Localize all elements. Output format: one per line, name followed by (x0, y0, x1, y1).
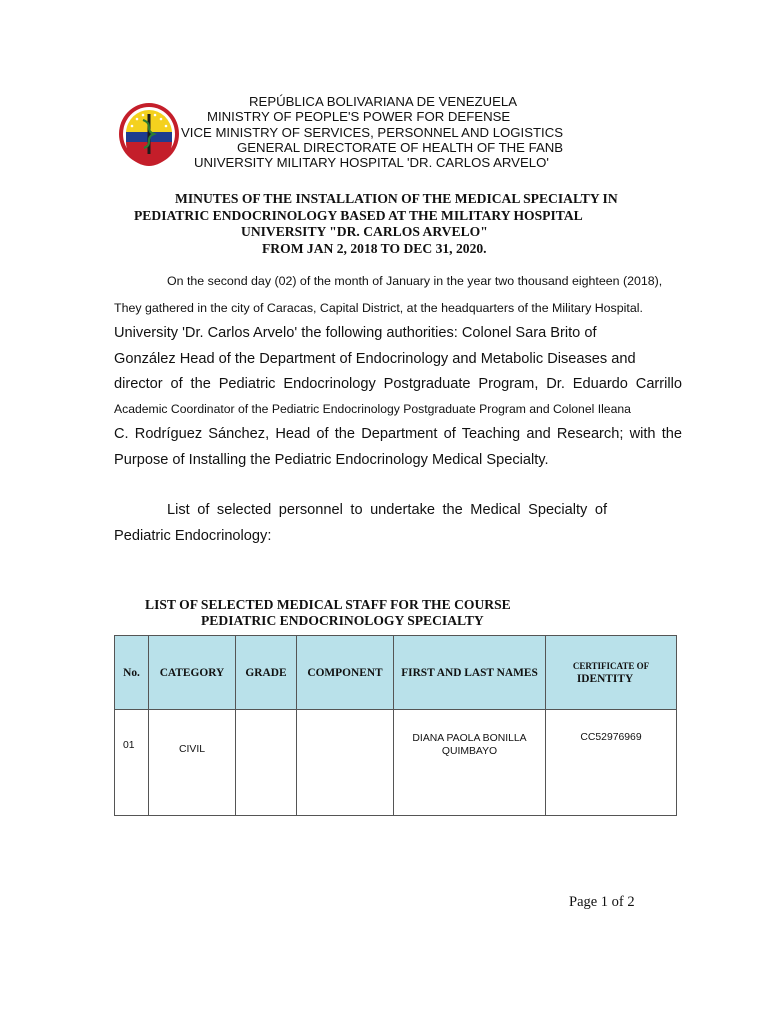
header-hospital: UNIVERSITY MILITARY HOSPITAL 'DR. CARLOS ARVELO' (194, 155, 549, 170)
selected-staff-table (114, 635, 677, 816)
minutes-title-line1: MINUTES OF THE INSTALLATION OF THE MEDICAL SPECIALTY IN (175, 191, 618, 206)
col-header-certificate-line2: IDENTITY (576, 672, 634, 685)
col-header-certificate-line1: CERTIFICATE OF (572, 660, 650, 671)
col-header-no: No. (115, 636, 149, 710)
col-header-names: FIRST AND LAST NAMES (394, 636, 546, 710)
cell-name-line2: QUIMBAYO (441, 746, 498, 757)
cell-component (297, 710, 394, 816)
minutes-title-line2: PEDIATRIC ENDOCRINOLOGY BASED AT THE MILITARY HOSPITAL (134, 208, 583, 223)
cell-category: CIVIL (149, 710, 236, 816)
col-header-certificate (546, 636, 677, 710)
header-directorate: GENERAL DIRECTORATE OF HEALTH OF THE FANB (237, 140, 564, 155)
minutes-title-line4: FROM JAN 2, 2018 TO DEC 31, 2020. (262, 241, 487, 256)
table-title-line1: LIST OF SELECTED MEDICAL STAFF FOR THE COURSE (145, 597, 511, 612)
cell-no: 01 (115, 710, 149, 816)
table-header-row (115, 636, 677, 710)
body-line-6: Academic Coordinator of the Pediatric Endocrinology Postgraduate Program and Colonel Ileana (114, 402, 631, 416)
cell-identity: CC52976969 (546, 710, 677, 816)
page-number: Page 1 of 2 (569, 894, 635, 910)
header-ministry: MINISTRY OF PEOPLE'S POWER FOR DEFENSE (207, 109, 511, 124)
cell-name-line1: DIANA PAOLA BONILLA (412, 733, 527, 744)
cell-grade (236, 710, 297, 816)
table-title-line2: PEDIATRIC ENDOCRINOLOGY SPECIALTY (201, 613, 484, 628)
body-line-8: Purpose of Installing the Pediatric Endocrinology Medical Specialty. (114, 452, 549, 468)
body-line-5: director of the Pediatric Endocrinology Postgraduate Program, Dr. Eduardo Carrillo (114, 376, 682, 392)
hospital-seal-icon (118, 102, 180, 166)
body-line-2: They gathered in the city of Caracas, Capital District, at the headquarters of the Military Hospital. (114, 301, 643, 315)
minutes-title-line3: UNIVERSITY "DR. CARLOS ARVELO" (241, 224, 488, 239)
col-header-grade: GRADE (236, 636, 297, 710)
col-header-category: CATEGORY (149, 636, 236, 710)
list-intro-line-1: List of selected personnel to undertake the Medical Specialty of (167, 502, 607, 518)
list-intro-line-2: Pediatric Endocrinology: (114, 528, 272, 544)
col-header-component: COMPONENT (297, 636, 394, 710)
table-row (115, 710, 677, 816)
body-line-3: University 'Dr. Carlos Arvelo' the following authorities: Colonel Sara Brito of (114, 325, 597, 341)
header-vice-ministry: VICE MINISTRY OF SERVICES, PERSONNEL AND LOGISTICS (181, 125, 564, 140)
body-line-1: On the second day (02) of the month of January in the year two thousand eighteen (2018), (167, 274, 663, 288)
header-country: REPÚBLICA BOLIVARIANA DE VENEZUELA (249, 94, 517, 109)
cell-names (394, 710, 546, 816)
body-line-7: C. Rodríguez Sánchez, Head of the Department of Teaching and Research; with the (114, 426, 682, 442)
body-line-4: González Head of the Department of Endocrinology and Metabolic Diseases and (114, 351, 636, 367)
